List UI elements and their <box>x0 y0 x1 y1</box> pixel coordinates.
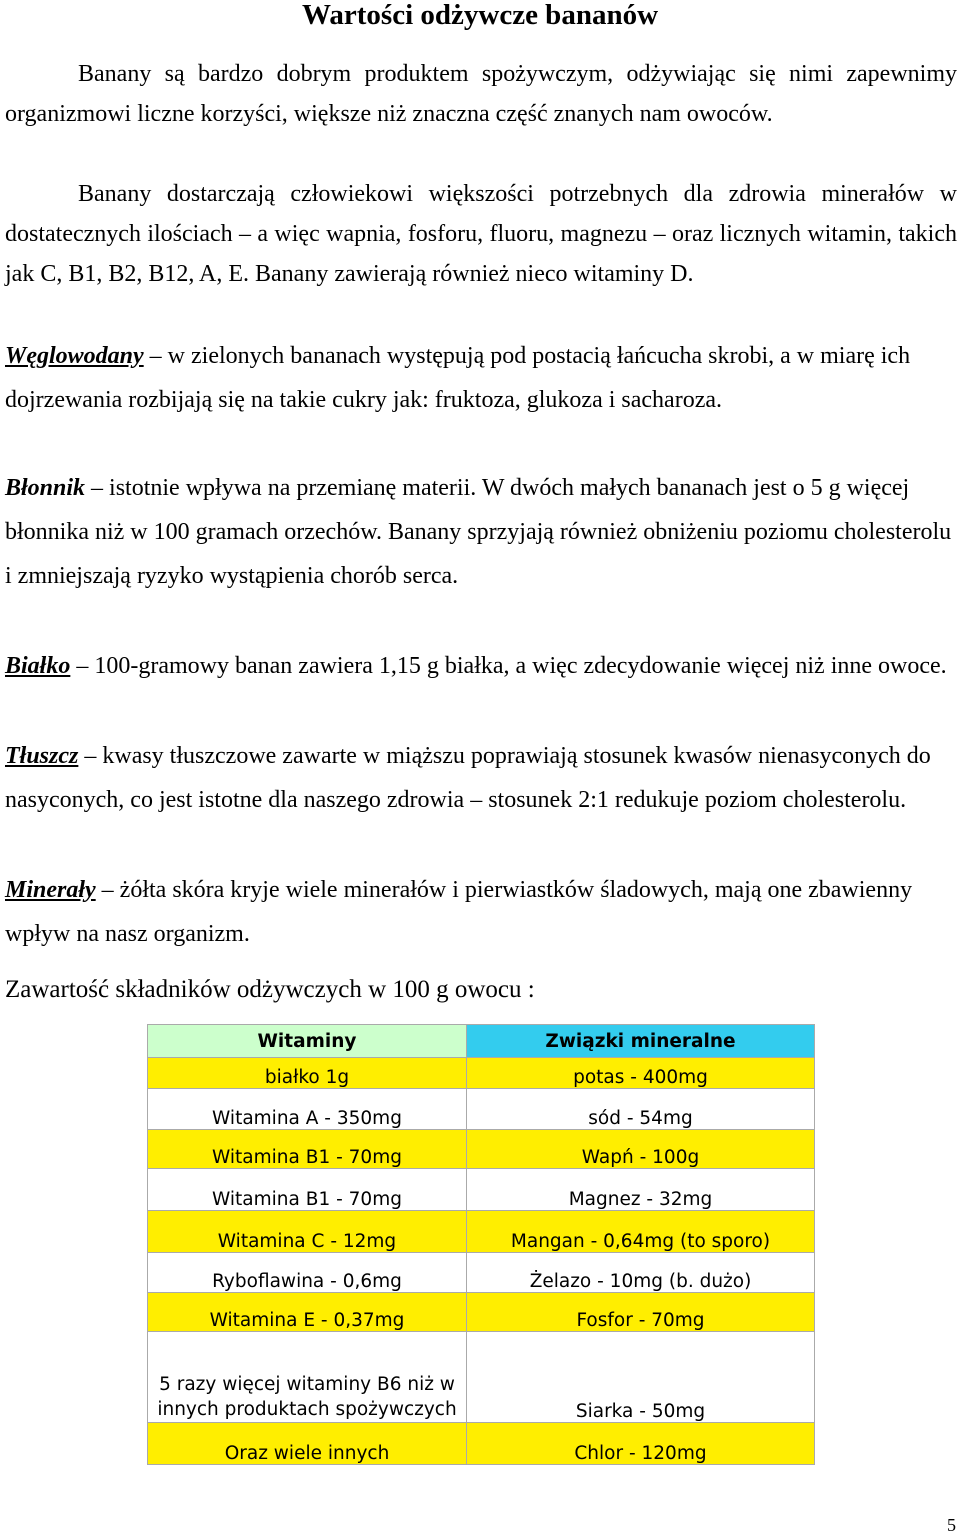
table-cell: Fosfor - 70mg <box>467 1293 815 1332</box>
table-cell: Wapń - 100g <box>467 1130 815 1169</box>
nutrition-table <box>147 1024 815 1465</box>
table-cell: Witamina B1 - 70mg <box>148 1130 467 1169</box>
section-minerals <box>5 868 957 956</box>
table-cell: Chlor - 120mg <box>467 1423 815 1465</box>
table-cell: Oraz wiele innych <box>148 1423 467 1465</box>
table-row <box>148 1169 815 1211</box>
table-row <box>148 1423 815 1465</box>
section-fat <box>5 734 957 822</box>
table-row <box>148 1089 815 1130</box>
table-cell: białko 1g <box>148 1058 467 1089</box>
section-fat-text: – kwasy tłuszczowe zawarte w miąższu poprawiają stosunek kwasów nienasyconych do nasyconych, co jest istotne dla naszego zdrowia – stosunek 2:1 redukuje poziom cholesterolu. <box>5 743 931 813</box>
table-cell: Magnez - 32mg <box>467 1169 815 1211</box>
section-protein-text: – 100-gramowy banan zawiera 1,15 g białka, a więc zdecydowanie więcej niż inne owoce. <box>70 653 947 679</box>
page-number: 5 <box>947 1515 956 1535</box>
table-row <box>148 1332 815 1423</box>
term-fiber: Błonnik <box>5 475 86 501</box>
section-carbohydrates-text: – w zielonych bananach występują pod postacią łańcucha skrobi, a w miarę ich dojrzewania rozbijają się na takie cukry jak: fruktoza, glukoza i sacharoza. <box>5 343 911 413</box>
section-fiber <box>5 466 957 598</box>
intro-paragraph-2-text: Banany dostarczają człowiekowi większości potrzebnych dla zdrowia minerałów w dostatecznych ilościach – a więc wapnia, fosforu, fluoru, magnezu – oraz licznych witamin, takich jak C, B1, B2, B12, A, E. Banany zawierają również nieco witaminy D. <box>5 181 957 287</box>
section-fiber-text: – istotnie wpływa na przemianę materii. W dwóch małych bananach jest o 5 g więcej błonnika niż w 100 gramach orzechów. Banany sprzyjają również obniżeniu poziomu cholesterolu i zmniejszają ryzyko wystąpienia chorób serca. <box>5 475 952 589</box>
table-cell: potas - 400mg <box>467 1058 815 1089</box>
term-protein: Białko <box>5 653 71 679</box>
section-protein <box>5 644 957 688</box>
table-cell: Ryboflawina - 0,6mg <box>148 1253 467 1293</box>
intro-paragraph-1-text: Banany są bardzo dobrym produktem spożywczym, odżywiając się nimi zapewnimy organizmowi liczne korzyści, większe niż znaczna część znanych nam owoców. <box>5 61 957 127</box>
term-fat: Tłuszcz <box>5 743 79 769</box>
table-cell: Witamina E - 0,37mg <box>148 1293 467 1332</box>
table-cell: Witamina C - 12mg <box>148 1211 467 1253</box>
intro-paragraph-2 <box>5 174 957 294</box>
term-minerals: Minerały <box>5 877 96 903</box>
table-row <box>148 1211 815 1253</box>
section-minerals-text: – żółta skóra kryje wiele minerałów i pierwiastków śladowych, mają one zbawienny wpływ na nasz organizm. <box>5 877 913 947</box>
table-row <box>148 1293 815 1332</box>
term-carbohydrates: Węglowodany <box>5 343 144 369</box>
table-cell: Witamina A - 350mg <box>148 1089 467 1130</box>
table-row <box>148 1253 815 1293</box>
table-cell: Żelazo - 10mg (b. dużo) <box>467 1253 815 1293</box>
table-cell: Mangan - 0,64mg (to sporo) <box>467 1211 815 1253</box>
table-cell: Witamina B1 - 70mg <box>148 1169 467 1211</box>
header-minerals: Związki mineralne <box>467 1025 815 1058</box>
header-vitamins: Witaminy <box>148 1025 467 1058</box>
intro-paragraph-1 <box>5 54 957 134</box>
table-cell: 5 razy więcej witaminy B6 niż w innych produktach spożywczych <box>148 1332 467 1423</box>
table-cell: sód - 54mg <box>467 1089 815 1130</box>
section-carbohydrates <box>5 334 957 422</box>
table-row <box>148 1130 815 1169</box>
table-header-row <box>148 1025 815 1058</box>
table-row <box>148 1058 815 1089</box>
table-title: Zawartość składników odżywczych w 100 g owocu : <box>5 976 535 1003</box>
table-cell: Siarka - 50mg <box>467 1332 815 1423</box>
page-title: Wartości odżywcze bananów <box>301 0 659 31</box>
